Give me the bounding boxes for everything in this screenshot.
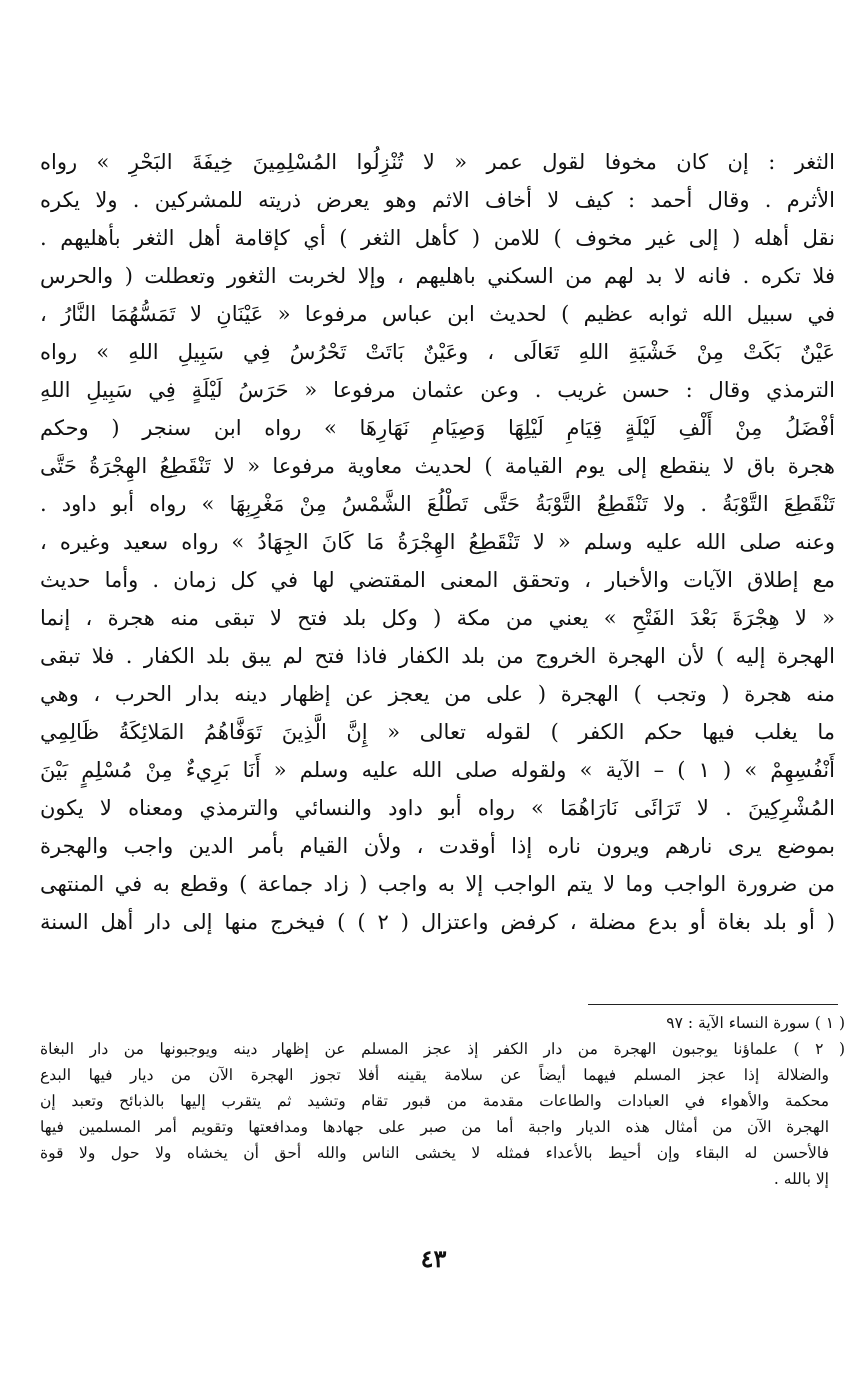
footnote-2-line: إلا بالله .	[773, 1170, 829, 1188]
body-line: المُشْرِكِينَ . لا تَرَائَى نَارَاهُمَا » رواه أبو داود والنسائي والترمذي ومعناه لا يكون	[40, 796, 835, 820]
body-line: الترمذي وقال : حسن غريب . وعن عثمان مرفوعا « حَرَسُ لَيْلَةٍ فِي سَبِيلِ اللهِ	[40, 378, 835, 402]
footnote-divider	[588, 1004, 838, 1005]
body-line: مع إطلاق الآيات والأخبار ، وتحقق المعنى المقتضي لها في كل زمان . وأما حديث	[40, 568, 835, 592]
footnote-1: ( ١ ) سورة النساء الآية : ٩٧	[666, 1014, 845, 1032]
body-line: منه هجرة ( وتجب ) الهجرة ( على من يعجز عن إظهار دينه بدار الحرب ، وهي	[40, 682, 835, 706]
footnote-2-line: فالأحسن له البقاء وإن أحيط بالأعداء فمثله لا يخشى الناس والله أحق أن يخشاه ولا حول ولا قوة	[40, 1144, 829, 1162]
body-line: « لا هِجْرَةَ بَعْدَ الفَتْحِ » يعني من مكة ( وكل بلد فتح لا تبقى منه هجرة ، إنما	[40, 606, 835, 630]
footnote-2-line: الهجرة الآن من أمثال هذه الديار واجبة أما من صبر على جهادها ومدافعتها وتقويم أمر المسلمين فيها	[40, 1118, 829, 1136]
body-line: ( أو بلد بغاة أو بدع مضلة ، كرفض واعتزال ( ٢ ) ) فيخرج منها إلى دار أهل السنة	[40, 910, 835, 934]
footnote-2-line: والضلالة إذا عجز المسلم فيهما أيضاً عن سلامة يقينه أفلا تجوز الهجرة الآن من ديار فيها البدع	[40, 1066, 829, 1084]
body-line: في سبيل الله ثوابه عظيم ) لحديث ابن عباس مرفوعا « عَيْنَانِ لا تَمَسُّهُمَا النَّارُ ،	[40, 302, 835, 326]
body-line: وعنه صلى الله عليه وسلم « لا تَنْقَطِعُ الهِجْرَةُ مَا كَانَ الجِهَادُ » رواه سعيد وغيره ،	[40, 530, 835, 554]
body-line: بموضع يرى نارهم ويرون ناره إذا أوقدت ، ولأن القيام بأمر الدين واجب والهجرة	[40, 834, 835, 858]
body-line: ما يغلب فيها حكم الكفر ) لقوله تعالى « إِنَّ الَّذِينَ تَوَفَّاهُمُ المَلائِكَةُ ظَالِمِي	[40, 720, 835, 744]
footnote-2-line: ( ٢ ) علماؤنا يوجبون الهجرة من دار الكفر إذ عجز المسلم عن إظهار دينه ويوجبونها من دار البغاة	[40, 1040, 845, 1058]
footnotes	[40, 1010, 845, 1192]
body-line: الثغر : إن كان مخوفا لقول عمر « لا تُنْزِلُوا المُسْلِمِينَ خِيفَةَ البَحْرِ » رواه	[40, 150, 835, 174]
body-line: أَنْفُسِهِمْ » ( ١ ) – الآية » ولقوله صلى الله عليه وسلم « أَنَا بَرِيءٌ مِنْ مُسْلِمٍ بَيْنَ	[40, 758, 835, 782]
body-line: الأثرم . وقال أحمد : كيف لا أخاف الاثم وهو يعرض ذريته للمشركين . ولا يكره	[40, 188, 835, 212]
footnote-2-line: محكمة والأهواء في العبادات والطاعات مقدمة من قبور تقام وتشيد ثم يتقرب إليها بالذبائح وتعبد إن	[40, 1092, 829, 1110]
body-line: فلا تكره . فانه لا بد لهم من السكني باهليهم ، وإلا لخربت الثغور وتعطلت ( والحرس	[40, 264, 835, 288]
body-line: نقل أهله ( إلى غير مخوف ) للامن ( كأهل الثغر ) أي كإقامة أهل الثغر بأهليهم .	[40, 226, 835, 250]
body-line: الهجرة إليه ) لأن الهجرة الخروج من بلد الكفار فاذا فتح لم يبق بلد الكفار . فلا تبقى	[40, 644, 835, 668]
body-line: أفْضَلُ مِنْ أَلْفِ لَيْلَةٍ قِيَامِ لَيْلِهَا وَصِيَامِ نَهَارِهَا » رواه ابن سنجر ( وحكم	[40, 416, 835, 440]
body-line: هجرة باق لا ينقطع إلى يوم القيامة ) لحديث معاوية مرفوعا « لا تَنْقَطِعُ الهِجْرَةُ حَتَّى	[40, 454, 835, 478]
body-line: تَنْقَطِعَ التَّوْبَةُ . ولا تَنْقَطِعُ التَّوْبَةُ حَتَّى تَطْلُعَ الشَّمْسُ مِنْ مَغْرِبِهَا » رواه أبو داود .	[40, 492, 835, 516]
body-line: عَيْنٌ بَكَتْ مِنْ خَشْيَةِ اللهِ تَعَالَى ، وعَيْنٌ بَاتَتْ تَحْرُسُ فِي سَبِيلِ اللهِ » رواه	[40, 340, 835, 364]
body-line: من ضرورة الواجب وما لا يتم الواجب إلا به واجب ( زاد جماعة ) وقطع به في المنتهى	[40, 872, 835, 896]
page-number: ٤٣	[420, 1244, 447, 1273]
body-text	[40, 143, 835, 941]
